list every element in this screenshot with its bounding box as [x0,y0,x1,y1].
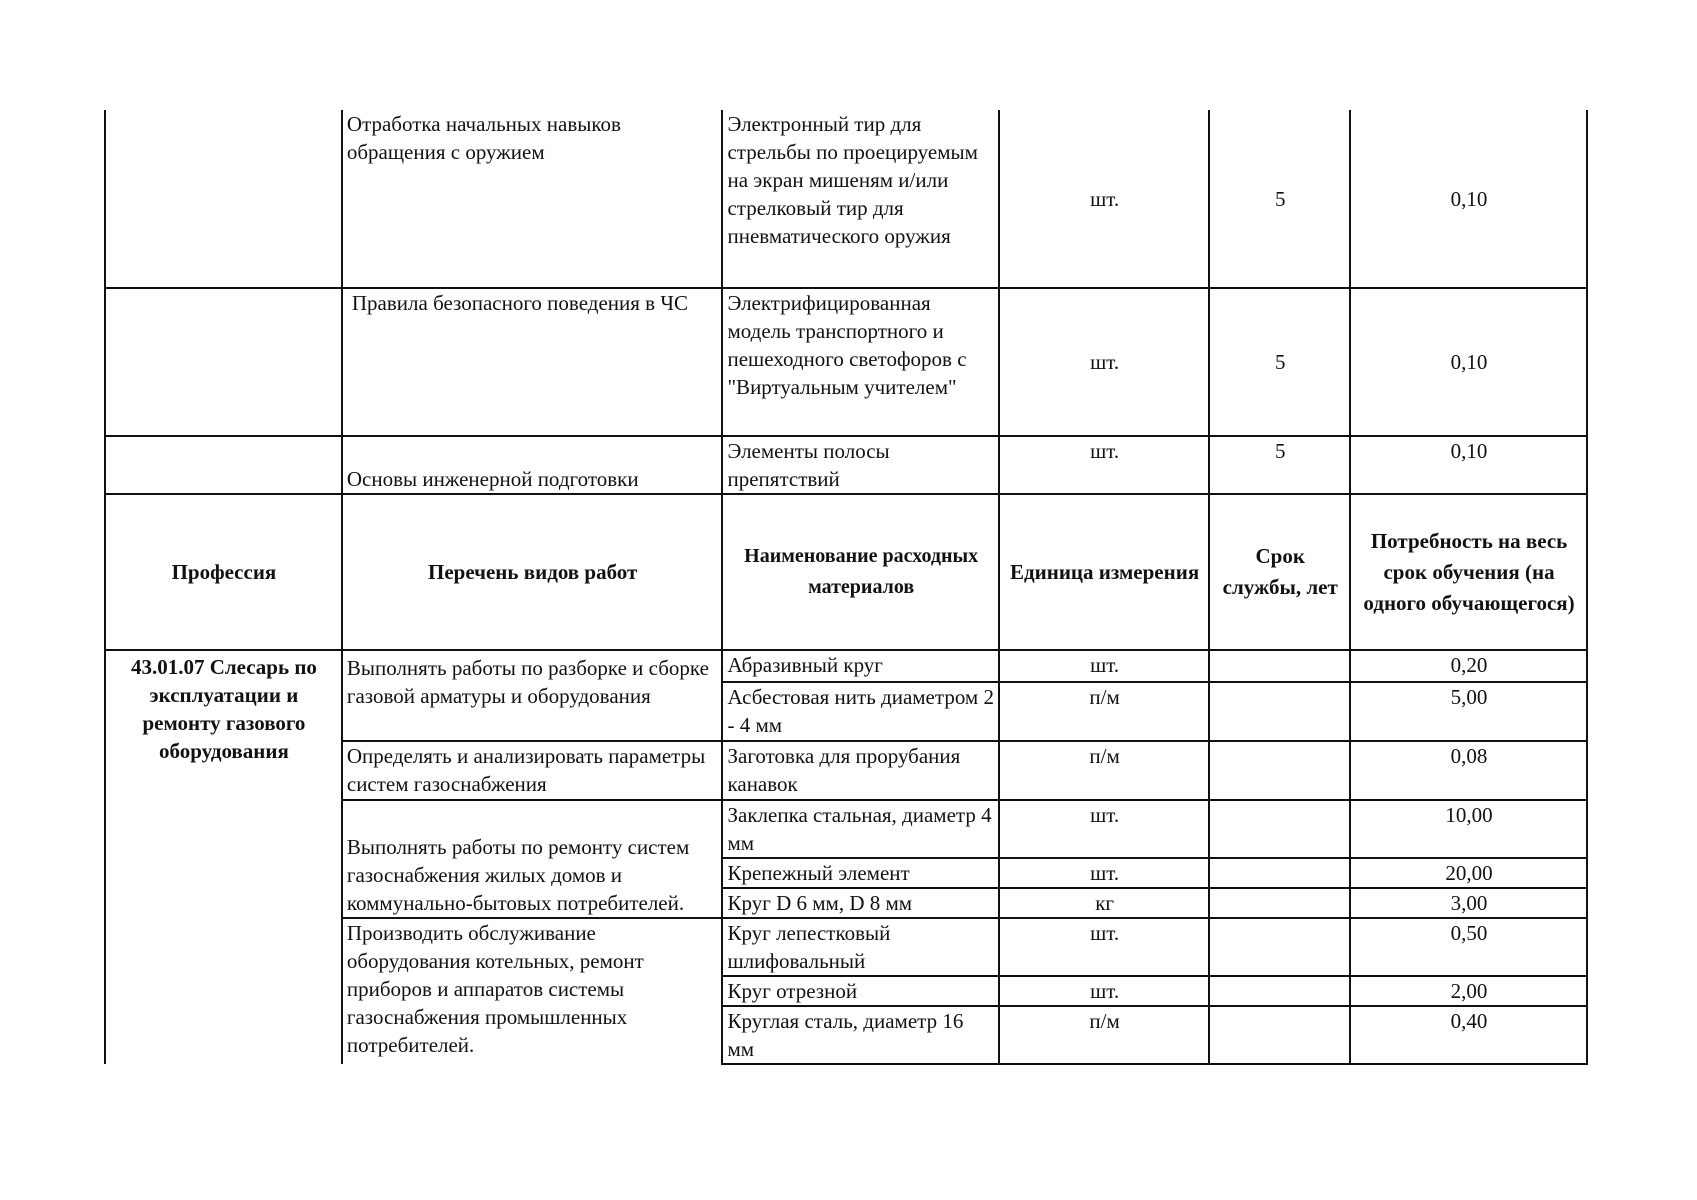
unit-cell: шт. [999,436,1210,494]
profession-name: 43.01.07 Слесарь по эксплуатации и ремонту газового оборудования [105,650,342,1064]
life-cell [1209,741,1350,800]
header-profession: Профессия [105,494,342,650]
materials-table [104,110,1588,1065]
material-cell: Крепежный элемент [722,858,998,888]
need-cell: 0,10 [1350,110,1587,288]
material-cell: Круг лепестковый шлифовальный [722,918,998,976]
work-cell: Основы инженерной подготовки [342,436,723,494]
material-cell: Заклепка стальная, диаметр 4 мм [722,800,998,858]
unit-cell: шт. [999,288,1210,436]
need-cell: 2,00 [1350,976,1587,1006]
life-cell [1209,888,1350,918]
life-cell [1209,858,1350,888]
material-cell: Круглая сталь, диаметр 16 мм [722,1006,998,1064]
profession-cell [105,288,342,436]
unit-cell: п/м [999,1006,1210,1064]
life-cell [1209,650,1350,682]
unit-cell: шт. [999,918,1210,976]
life-cell [1209,800,1350,858]
work-cell: Выполнять работы по ремонту систем газоснабжения жилых домов и коммунально-бытовых потребителей. [342,800,723,918]
need-cell: 0,40 [1350,1006,1587,1064]
unit-cell: шт. [999,110,1210,288]
header-works: Перечень видов работ [342,494,723,650]
material-cell: Круг отрезной [722,976,998,1006]
unit-cell: кг [999,888,1210,918]
profession-cell [105,110,342,288]
work-cell: Выполнять работы по разборке и сборке газовой арматуры и оборудования [342,650,723,741]
need-cell: 0,20 [1350,650,1587,682]
need-cell: 0,50 [1350,918,1587,976]
work-cell: Производить обслуживание оборудования котельных, ремонт приборов и аппаратов системы газоснабжения промышленных потребителей. [342,918,723,1064]
need-cell: 10,00 [1350,800,1587,858]
need-cell: 20,00 [1350,858,1587,888]
unit-cell: п/м [999,741,1210,800]
life-cell: 5 [1209,110,1350,288]
life-cell [1209,1006,1350,1064]
material-cell: Элементы полосы препятствий [722,436,998,494]
work-cell: Правила безопасного поведения в ЧС [342,288,723,436]
need-cell: 0,08 [1350,741,1587,800]
work-cell: Отработка начальных навыков обращения с оружием [342,110,723,288]
life-cell: 5 [1209,288,1350,436]
table-row [105,436,1587,494]
header-unit: Единица измерения [999,494,1210,650]
life-cell [1209,918,1350,976]
need-cell: 3,00 [1350,888,1587,918]
unit-cell: шт. [999,650,1210,682]
table-row [105,110,1587,288]
life-cell [1209,682,1350,741]
material-cell: Круг D 6 мм, D 8 мм [722,888,998,918]
material-cell: Электрифицированная модель транспортного и пешеходного светофоров с "Виртуальным учителем" [722,288,998,436]
need-cell: 5,00 [1350,682,1587,741]
profession-cell [105,436,342,494]
life-cell [1209,976,1350,1006]
unit-cell: шт. [999,800,1210,858]
table-header-row [105,494,1587,650]
header-need: Потребность на весь срок обучения (на одного обучающегося) [1350,494,1587,650]
unit-cell: шт. [999,858,1210,888]
header-life: Срок службы, лет [1209,494,1350,650]
need-cell: 0,10 [1350,288,1587,436]
material-cell: Заготовка для прорубания канавок [722,741,998,800]
table-row [105,650,1587,682]
header-materials: Наименование расходных материалов [722,494,998,650]
material-cell: Асбестовая нить диаметром 2 - 4 мм [722,682,998,741]
unit-cell: шт. [999,976,1210,1006]
material-cell: Абразивный круг [722,650,998,682]
unit-cell: п/м [999,682,1210,741]
work-cell: Определять и анализировать параметры систем газоснабжения [342,741,723,800]
life-cell: 5 [1209,436,1350,494]
material-cell: Электронный тир для стрельбы по проецируемым на экран мишеням и/или стрелковый тир для пневматического оружия [722,110,998,288]
table-row [105,288,1587,436]
need-cell: 0,10 [1350,436,1587,494]
